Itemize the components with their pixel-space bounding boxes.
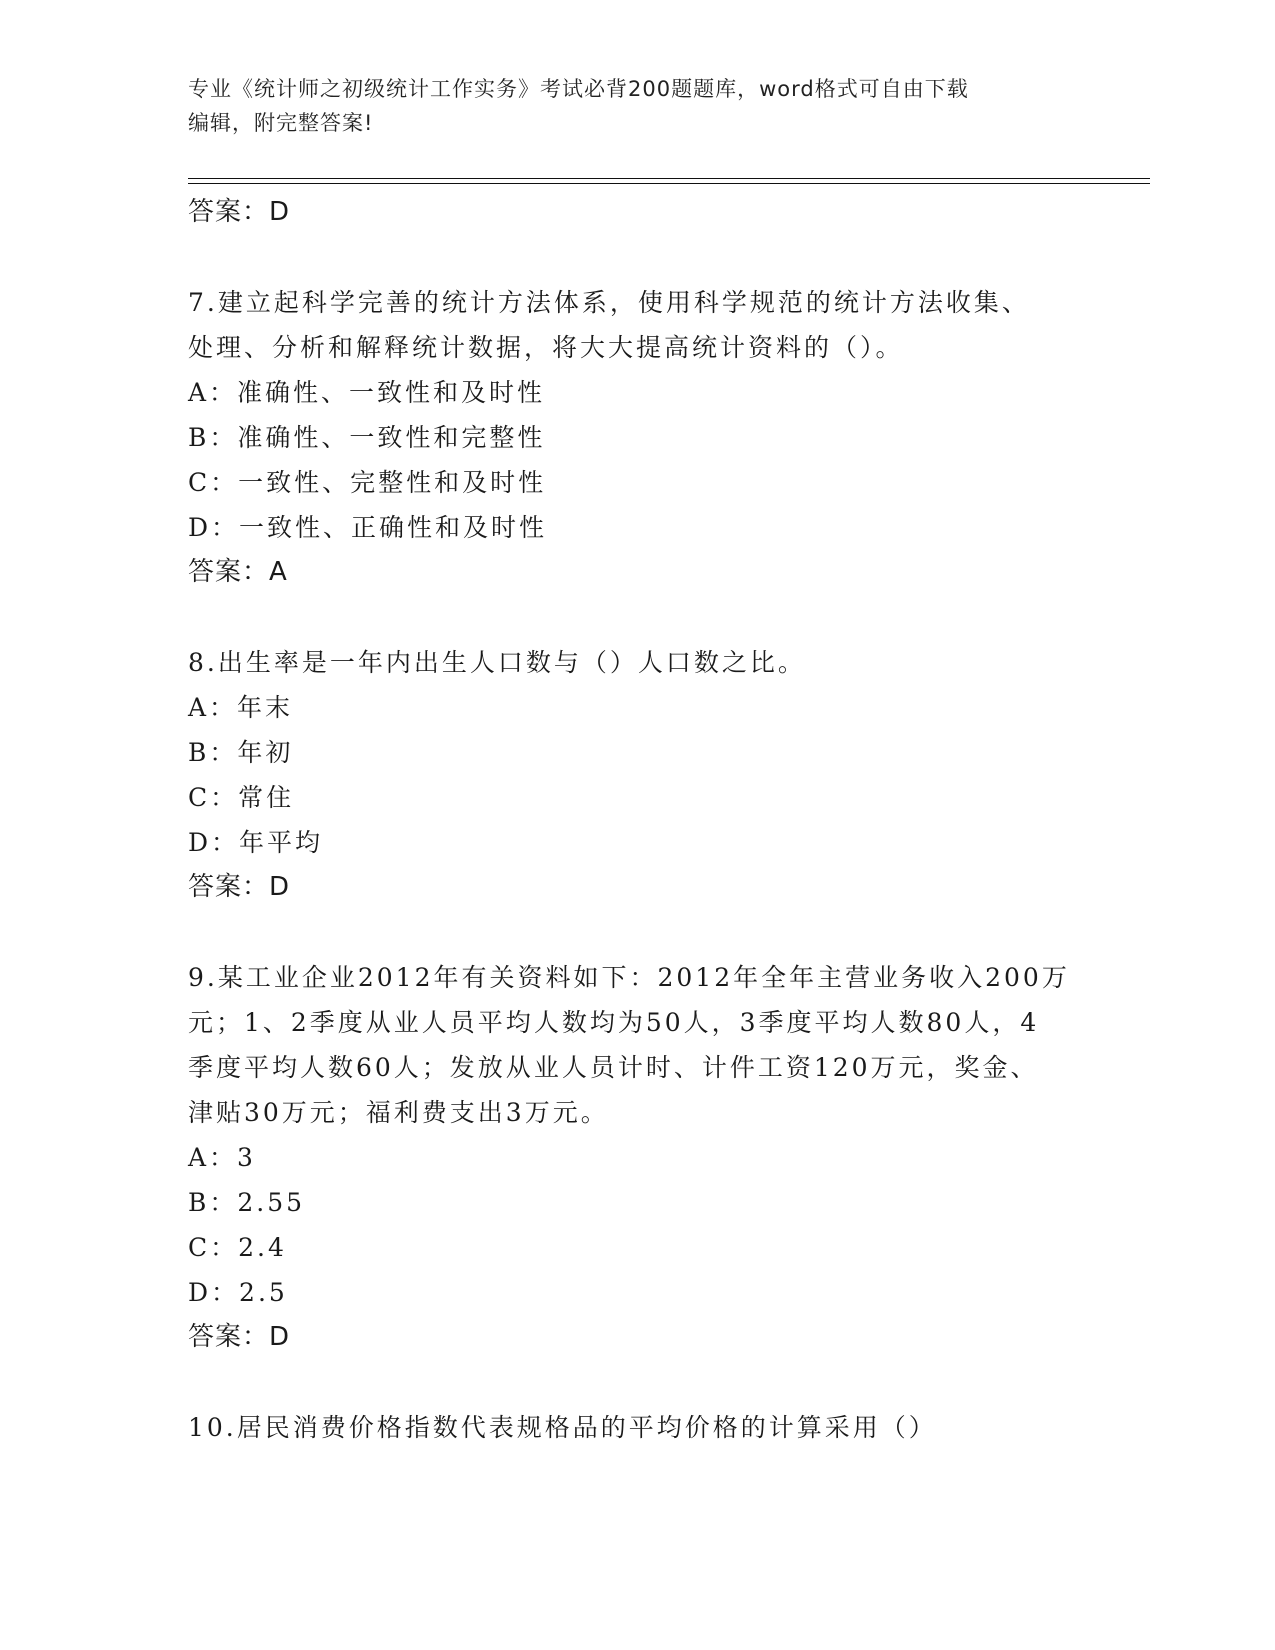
question-stem-line: 季度平均人数60人；发放从业人员计时、计件工资120万元，奖金、 (188, 1053, 1039, 1082)
document-header (188, 72, 1068, 140)
answer: 答案：A (188, 557, 288, 587)
answer: 答案：D (188, 1322, 291, 1352)
question-9 (188, 955, 1088, 1360)
option-b: B：2.55 (188, 1188, 306, 1217)
answer: 答案：D (188, 872, 291, 902)
option-c: C：2.4 (188, 1233, 287, 1262)
option-d: D：年平均 (188, 828, 324, 857)
question-body (188, 190, 1088, 1450)
question-stem-line: 9.某工业企业2012年有关资料如下：2012年全年主营业务收入200万 (188, 963, 1070, 992)
question-stem-line: 元；1、2季度从业人员平均人数均为50人，3季度平均人数80人，4 (188, 1008, 1040, 1037)
question-stem-line: 津贴30万元；福利费支出3万元。 (188, 1098, 609, 1127)
option-c: C：一致性、完整性和及时性 (188, 468, 547, 497)
question-stem-line: 10.居民消费价格指数代表规格品的平均价格的计算采用（） (188, 1413, 937, 1442)
header-divider-bottom (188, 183, 1150, 184)
question-10 (188, 1405, 1088, 1450)
question-stem-line: 处理、分析和解释统计数据，将大大提高统计资料的（）。 (188, 333, 904, 362)
option-a: A：准确性、一致性和及时性 (188, 378, 546, 407)
question-7 (188, 280, 1088, 595)
option-a: A：3 (188, 1143, 256, 1172)
option-b: B：准确性、一致性和完整性 (188, 423, 546, 452)
option-d: D：一致性、正确性和及时性 (188, 513, 548, 542)
previous-answer: 答案：D (188, 197, 291, 227)
header-title-line-1: 专业《统计师之初级统计工作实务》考试必背200题题库，word格式可自由下载 (188, 77, 969, 101)
header-divider-top (188, 178, 1150, 179)
option-d: D：2.5 (188, 1278, 288, 1307)
option-a: A：年末 (188, 693, 294, 722)
question-8 (188, 640, 1088, 910)
question-stem-line: 7.建立起科学完善的统计方法体系，使用科学规范的统计方法收集、 (188, 288, 1030, 317)
option-b: B：年初 (188, 738, 294, 767)
question-stem-line: 8.出生率是一年内出生人口数与（）人口数之比。 (188, 648, 806, 677)
option-c: C：常住 (188, 783, 295, 812)
header-title-line-2: 编辑，附完整答案! (188, 111, 374, 135)
